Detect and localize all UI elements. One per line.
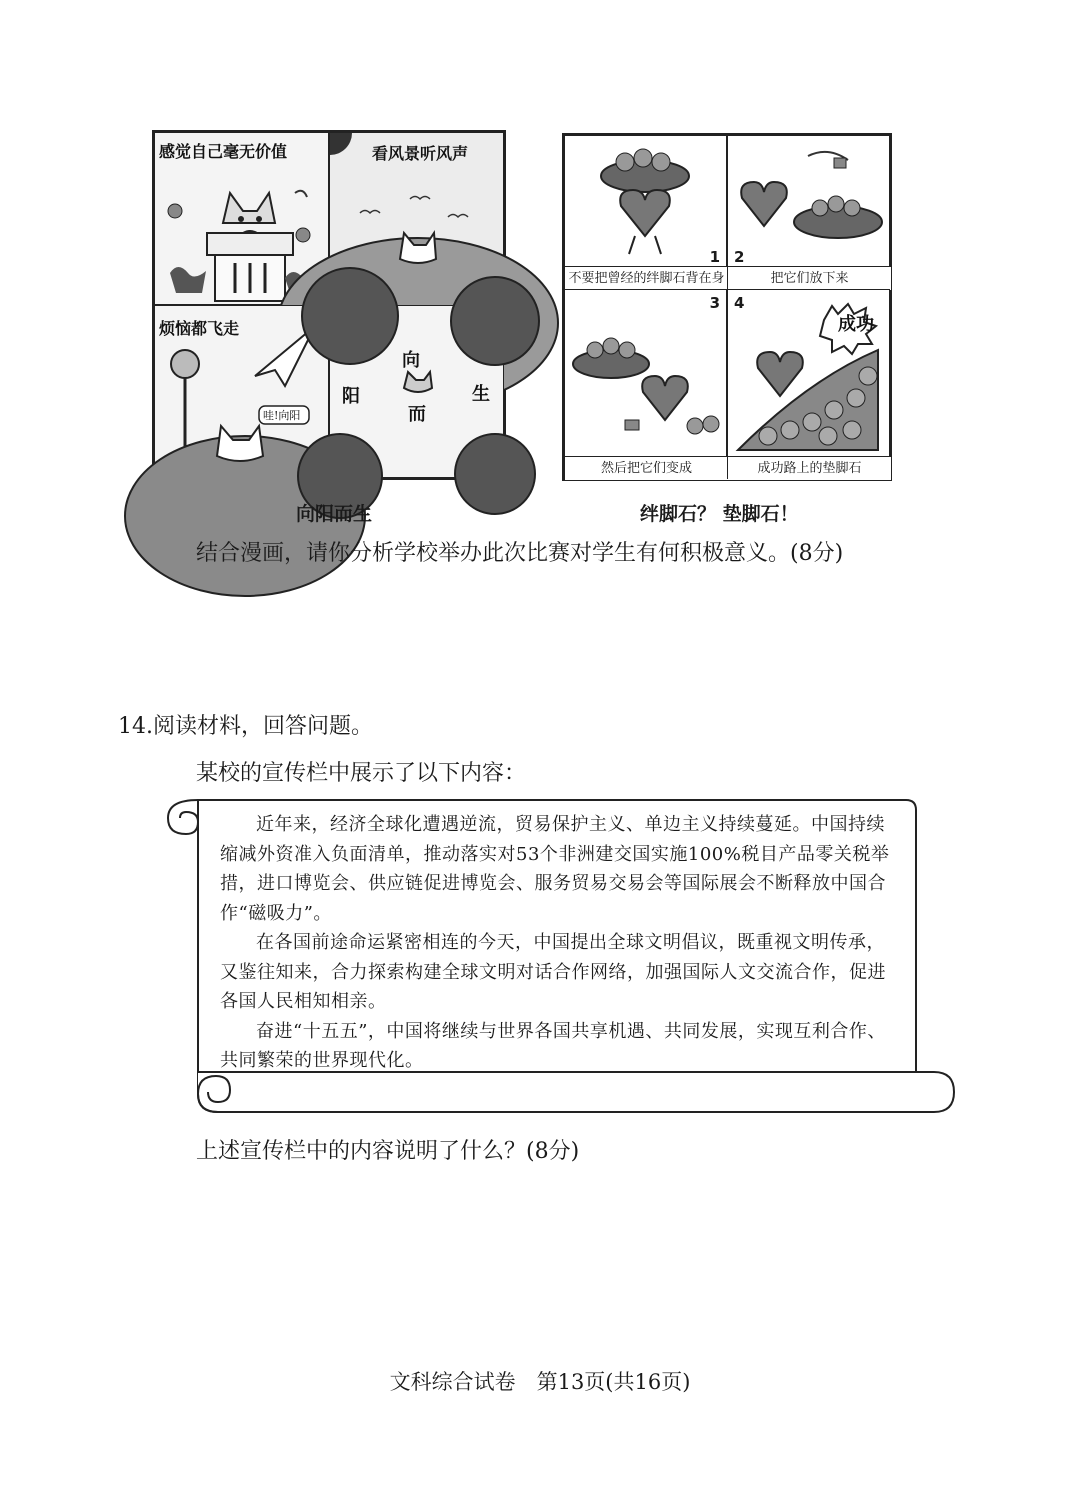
question-14-prompt: 上述宣传栏中的内容说明了什么？(8分) [196, 1139, 580, 1164]
panel-word: 生 [472, 384, 490, 405]
material-paragraph: 在各国前途命运紧密相连的今天，中国提出全球文明倡议，既重视文明传承，又鉴往知来，合力探索构建全球文明对话合作网络，加强国际人文交流合作，促进各国人民相知相亲。 [220, 932, 886, 1012]
panel-number: 4 [734, 294, 745, 312]
panel-word: 而 [408, 404, 426, 425]
panel-caption-strip: 成功路上的垫脚石 [728, 456, 891, 480]
comic-panel-3 [154, 305, 329, 478]
panel-word: 阳 [342, 386, 360, 407]
comic-stepping-stones [562, 133, 892, 481]
panel-number: 2 [734, 248, 745, 266]
speech-bubble: 哇!向阳 [263, 409, 301, 422]
comic-caption-right: 绊脚石？ 垫脚石！ [640, 503, 799, 525]
success-badge: 成功 [838, 314, 874, 335]
comic-panel-2 [727, 135, 890, 289]
comic-panel-1 [564, 135, 727, 289]
panel-label: 感觉自己毫无价值 [159, 142, 288, 161]
panel-number: 1 [709, 248, 720, 266]
material-paragraph: 近年来，经济全球化遭遇逆流，贸易保护主义、单边主义持续蔓延。中国持续缩减外资准入负面清单，推动落实对53个非洲建交国实施100%税目产品零关税举措，进口博览会、供应链促进博览会、服务贸易交易会等国际展会不断释放中国合作“磁吸力”。 [220, 814, 890, 924]
question-13-prompt: 结合漫画，请你分析学校举办此次比赛对学生有何积极意义。(8分) [196, 541, 844, 566]
page-footer: 文科综合试卷 第13页(共16页) [389, 1370, 691, 1394]
heart-dropping-stones-illustration [728, 136, 891, 266]
question-14-intro: 某校的宣传栏中展示了以下内容： [196, 761, 527, 786]
panel-word: 向 [402, 350, 420, 371]
comic-xiangyang [152, 130, 506, 480]
panel-number: 3 [709, 294, 720, 312]
comic-panel-4 [727, 289, 890, 479]
panel-label: 看风景听风声 [372, 144, 469, 163]
material-paragraph: 奋进“十五五”，中国将继续与世界各国共享机遇、共同发展，实现互利合作、共同繁荣的世界现代化。 [220, 1020, 886, 1071]
heart-carrying-stones-illustration [565, 136, 728, 266]
heart-breaking-stones-illustration [565, 290, 728, 450]
comic-panel-4 [329, 305, 504, 478]
question-14-heading: 14.阅读材料，回答问题。 [118, 714, 373, 739]
scroll-banner-content [220, 810, 900, 1076]
panel-caption-strip: 不要把曾经的绊脚石背在身 [565, 266, 728, 290]
panel-label: 烦恼都飞走 [159, 319, 240, 338]
panel-caption-strip: 把它们放下来 [728, 266, 891, 290]
comic-panel-3 [564, 289, 727, 479]
panel-caption-strip: 然后把它们变成 [565, 456, 728, 480]
comic-caption-left: 向阳而生 [296, 503, 373, 525]
